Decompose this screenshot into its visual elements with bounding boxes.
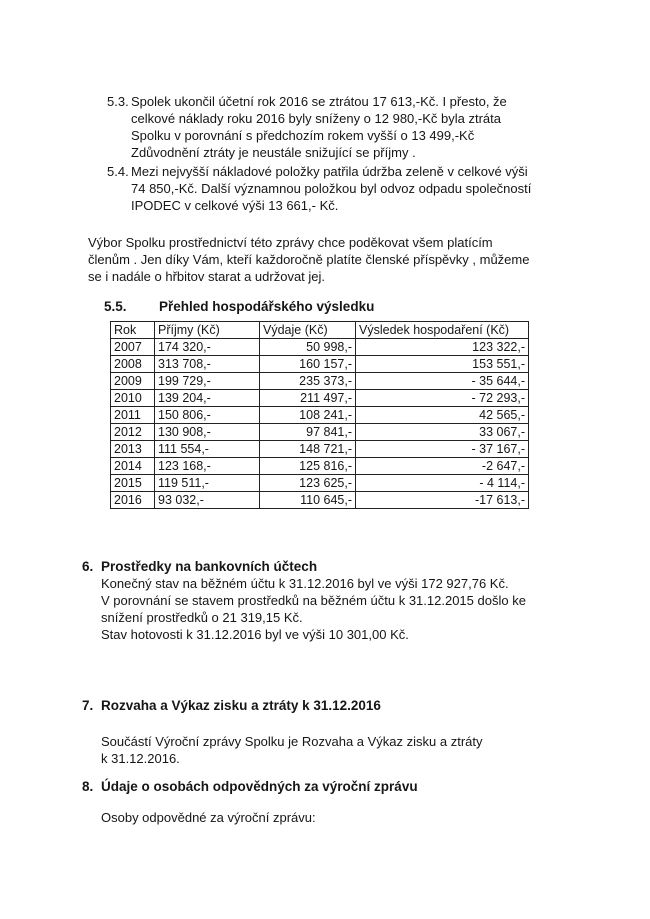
body-line: Osoby odpovědné za výroční zprávu:	[101, 810, 316, 825]
cell-income: 123 168,-	[155, 458, 260, 475]
cell-income: 119 511,-	[155, 475, 260, 492]
cell-year: 2008	[111, 356, 155, 373]
cell-result: -2 647,-	[356, 458, 529, 475]
cell-year: 2013	[111, 441, 155, 458]
section-number: 8.	[82, 779, 94, 794]
cell-income: 150 806,-	[155, 407, 260, 424]
table-row	[111, 475, 529, 492]
cell-expenses: 50 998,-	[260, 339, 356, 356]
cell-year: 2015	[111, 475, 155, 492]
table-row	[111, 407, 529, 424]
item-line: IPODEC v celkové výši 13 661,- Kč.	[131, 198, 339, 213]
header-result: Výsledek hospodaření (Kč)	[356, 322, 529, 339]
cell-year: 2010	[111, 390, 155, 407]
table-row	[111, 458, 529, 475]
cell-expenses: 97 841,-	[260, 424, 356, 441]
item-line: 74 850,-Kč. Další významnou položkou byl odvoz odpadu společností	[131, 181, 532, 196]
table-row	[111, 424, 529, 441]
body-line: k 31.12.2016.	[101, 751, 180, 766]
item-line: Spolek ukončil účetní rok 2016 se ztrátou 17 613,-Kč. I přesto, že	[131, 94, 507, 109]
cell-result: - 4 114,-	[356, 475, 529, 492]
cell-result: - 37 167,-	[356, 441, 529, 458]
section-number: 5.5.	[104, 299, 127, 314]
table-row	[111, 339, 529, 356]
table-header-row	[111, 322, 529, 339]
body-line: V porovnání se stavem prostředků na běžném účtu k 31.12.2015 došlo ke	[101, 593, 526, 608]
cell-result: 42 565,-	[356, 407, 529, 424]
section-title: Prostředky na bankovních účtech	[101, 559, 318, 574]
item-line: celkové náklady roku 2016 byly sníženy o 12 980,-Kč byla ztráta	[131, 111, 501, 126]
cell-result: 33 067,-	[356, 424, 529, 441]
table-row	[111, 441, 529, 458]
cell-income: 93 032,-	[155, 492, 260, 509]
section-title: Rozvaha a Výkaz zisku a ztráty k 31.12.2016	[101, 698, 381, 713]
paragraph-line: členům . Jen díky Vám, kteří každoročně platíte členské příspěvky , můžeme	[88, 252, 530, 267]
cell-expenses: 160 157,-	[260, 356, 356, 373]
cell-expenses: 108 241,-	[260, 407, 356, 424]
body-line: Stav hotovosti k 31.12.2016 byl ve výši 10 301,00 Kč.	[101, 627, 409, 642]
body-line: Konečný stav na běžném účtu k 31.12.2016 byl ve výši 172 927,76 Kč.	[101, 576, 509, 591]
cell-income: 199 729,-	[155, 373, 260, 390]
cell-income: 111 554,-	[155, 441, 260, 458]
cell-year: 2011	[111, 407, 155, 424]
paragraph-line: se i nadále o hřbitov starat a udržovat jej.	[88, 269, 326, 284]
header-year: Rok	[111, 322, 155, 339]
paragraph-line: Výbor Spolku prostřednictví této zprávy chce poděkovat všem platícím	[88, 235, 493, 250]
cell-result: - 35 644,-	[356, 373, 529, 390]
cell-year: 2012	[111, 424, 155, 441]
header-expenses: Výdaje (Kč)	[260, 322, 356, 339]
cell-year: 2007	[111, 339, 155, 356]
section-title: Údaje o osobách odpovědných za výroční zprávu	[101, 779, 418, 794]
cell-income: 313 708,-	[155, 356, 260, 373]
table-row	[111, 390, 529, 407]
item-number: 5.4.	[107, 164, 129, 179]
cell-income: 174 320,-	[155, 339, 260, 356]
cell-result: -17 613,-	[356, 492, 529, 509]
cell-income: 130 908,-	[155, 424, 260, 441]
section-title: Přehled hospodářského výsledku	[159, 299, 375, 314]
item-line: Mezi nejvyšší nákladové položky patřila údržba zeleně v celkové výši	[131, 164, 528, 179]
table-row	[111, 373, 529, 390]
item-line: Zdůvodnění ztráty je neustále snižující se příjmy .	[131, 145, 416, 160]
body-line: snížení prostředků o 21 319,15 Kč.	[101, 610, 303, 625]
section-number: 6.	[82, 559, 94, 574]
header-income: Příjmy (Kč)	[155, 322, 260, 339]
cell-result: 123 322,-	[356, 339, 529, 356]
cell-year: 2014	[111, 458, 155, 475]
cell-expenses: 235 373,-	[260, 373, 356, 390]
item-line: Spolku v porovnání s předchozím rokem vyšší o 13 499,-Kč	[131, 128, 475, 143]
table-row	[111, 356, 529, 373]
cell-year: 2009	[111, 373, 155, 390]
section-number: 7.	[82, 698, 94, 713]
cell-year: 2016	[111, 492, 155, 509]
cell-expenses: 110 645,-	[260, 492, 356, 509]
result-table	[110, 321, 529, 509]
cell-expenses: 148 721,-	[260, 441, 356, 458]
body-line: Součástí Výroční zprávy Spolku je Rozvaha a Výkaz zisku a ztráty	[101, 734, 483, 749]
item-number: 5.3.	[107, 94, 129, 109]
cell-income: 139 204,-	[155, 390, 260, 407]
cell-expenses: 211 497,-	[260, 390, 356, 407]
cell-expenses: 123 625,-	[260, 475, 356, 492]
cell-result: 153 551,-	[356, 356, 529, 373]
cell-expenses: 125 816,-	[260, 458, 356, 475]
table-row	[111, 492, 529, 509]
cell-result: - 72 293,-	[356, 390, 529, 407]
